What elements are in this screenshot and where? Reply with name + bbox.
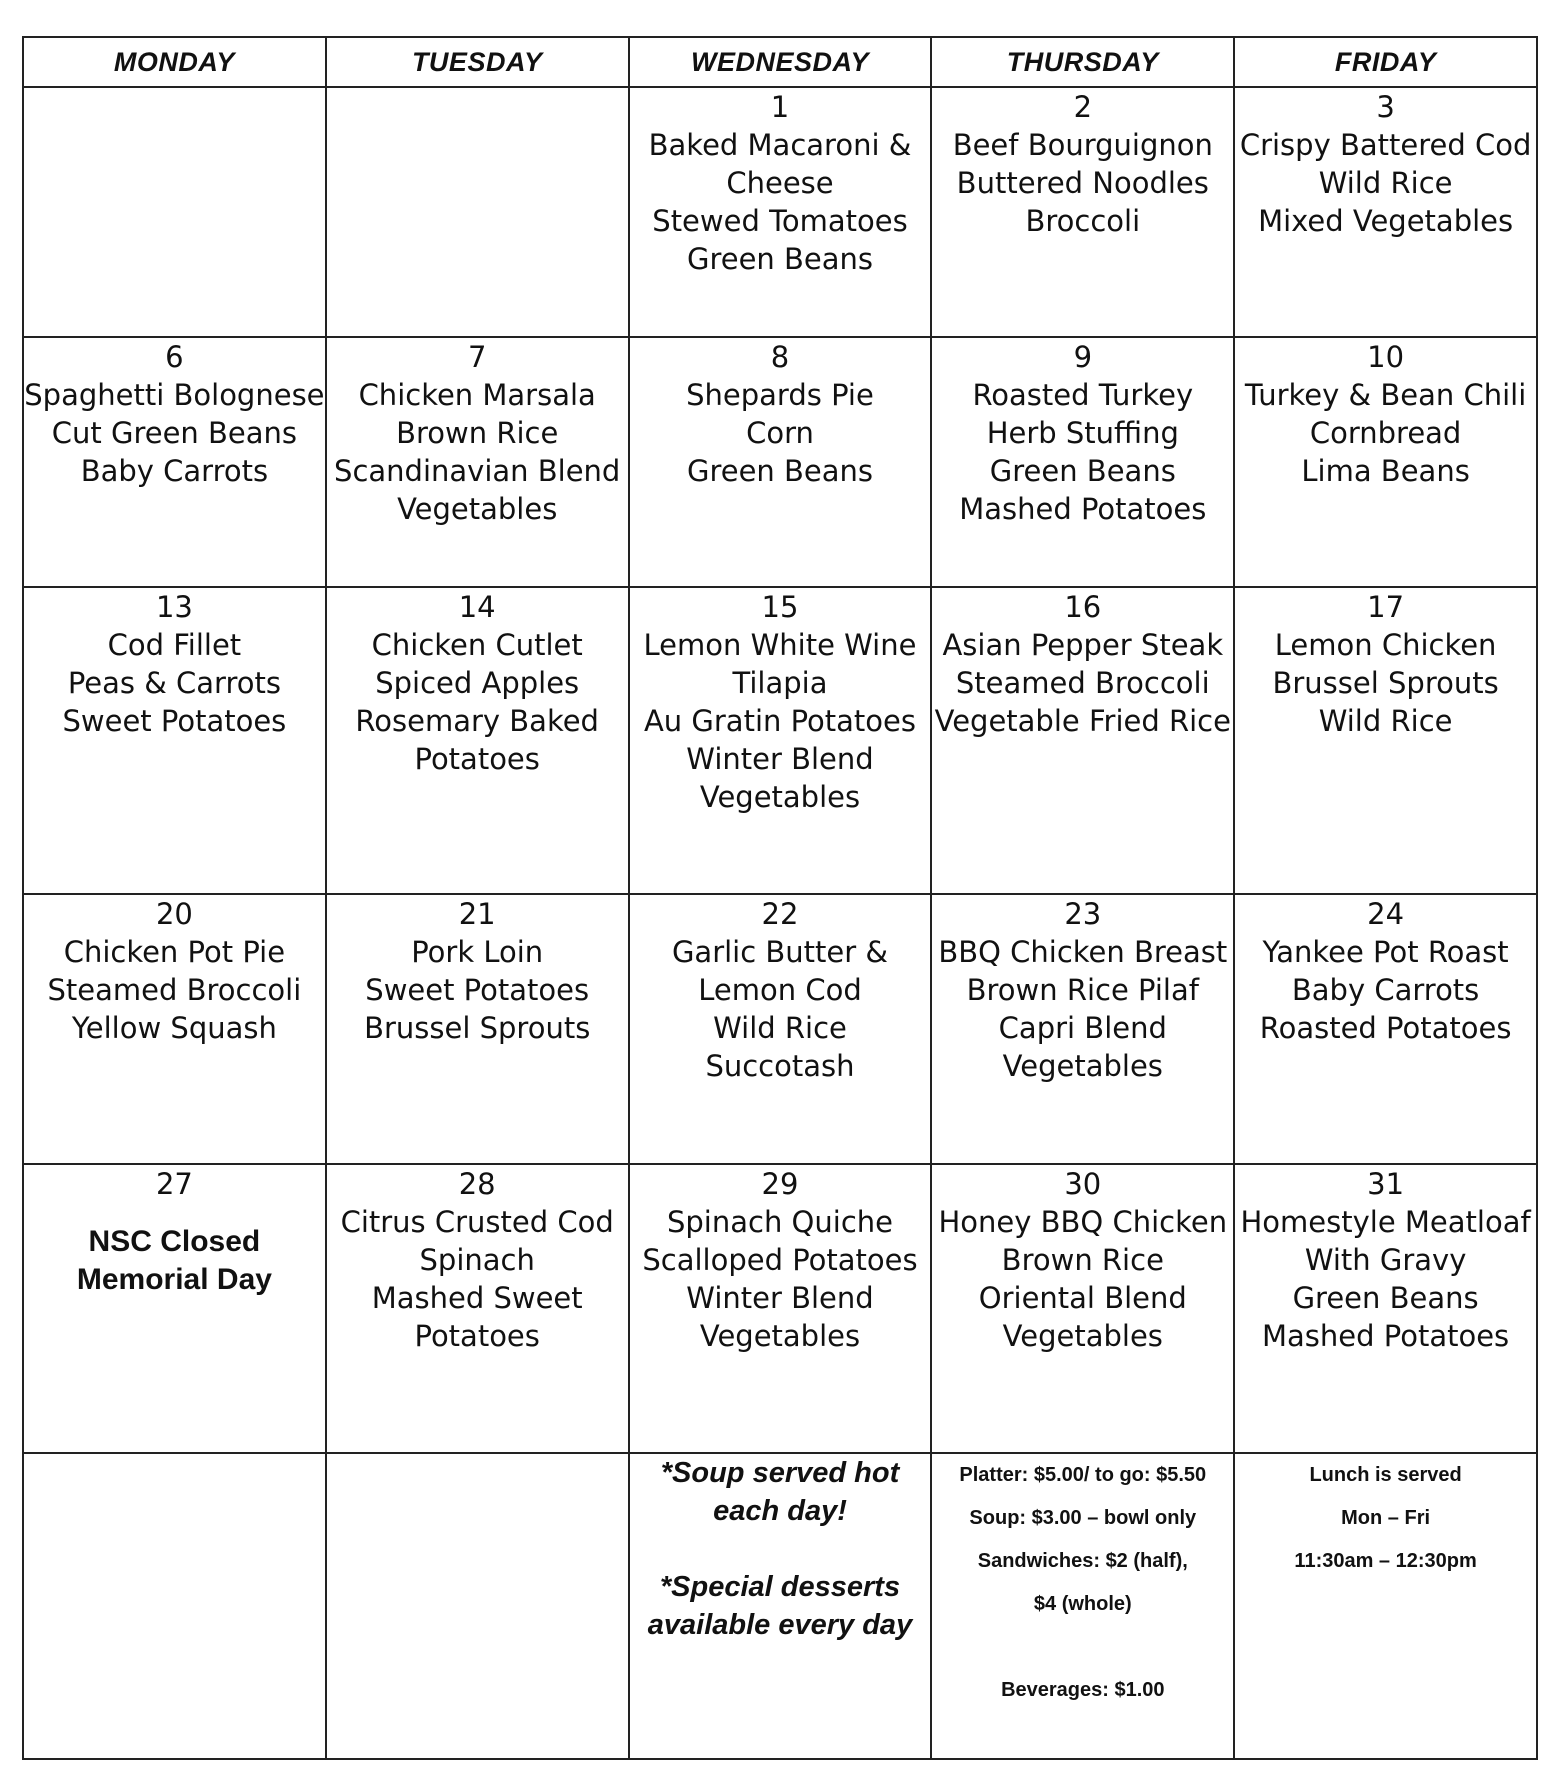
day-number: 31 bbox=[1367, 1167, 1405, 1201]
day-number: 13 bbox=[155, 590, 193, 624]
header-friday: FRIDAY bbox=[1234, 37, 1537, 87]
week-row-5 bbox=[23, 1164, 1537, 1453]
menu-item: Lemon Chicken bbox=[1274, 628, 1497, 662]
day-number: 16 bbox=[1064, 590, 1102, 624]
platter-price: Platter: $5.00/ to go: $5.50 bbox=[959, 1464, 1207, 1486]
day-cell-1 bbox=[629, 87, 932, 337]
day-number: 7 bbox=[467, 340, 487, 374]
soup-price: Soup: $3.00 – bowl only bbox=[969, 1507, 1197, 1529]
menu-item: Yellow Squash bbox=[71, 1011, 277, 1045]
menu-item: Buttered Noodles bbox=[956, 166, 1209, 200]
closed-notice-line: NSC Closed bbox=[88, 1225, 261, 1258]
day-cell-6 bbox=[23, 337, 326, 587]
soup-note-line: *Soup served hot bbox=[660, 1457, 900, 1489]
menu-item: Potatoes bbox=[414, 742, 540, 776]
menu-item: Potatoes bbox=[414, 1319, 540, 1353]
menu-item: Stewed Tomatoes bbox=[652, 204, 908, 238]
menu-item: Mixed Vegetables bbox=[1258, 204, 1514, 238]
menu-item: Winter Blend bbox=[686, 742, 874, 776]
sandwich-price: $4 (whole) bbox=[1033, 1593, 1132, 1615]
day-cell-2 bbox=[931, 87, 1234, 337]
menu-item: Tilapia bbox=[732, 666, 828, 700]
day-cell-17 bbox=[1234, 587, 1537, 894]
menu-item: Roasted Turkey bbox=[972, 378, 1194, 412]
lunch-menu-calendar bbox=[22, 36, 1538, 1760]
lunch-hours-cell bbox=[1234, 1453, 1537, 1759]
menu-item: Vegetables bbox=[699, 780, 861, 814]
day-cell-20 bbox=[23, 894, 326, 1164]
menu-item: Vegetables bbox=[1002, 1049, 1163, 1083]
menu-item: With Gravy bbox=[1304, 1243, 1467, 1277]
menu-item: Green Beans bbox=[989, 454, 1176, 488]
spacer bbox=[932, 1626, 1233, 1669]
menu-item: Mashed Potatoes bbox=[1262, 1319, 1510, 1353]
beverage-price: Beverages: $1.00 bbox=[1001, 1679, 1165, 1701]
day-cell-16 bbox=[931, 587, 1234, 894]
menu-item: Herb Stuffing bbox=[986, 416, 1179, 450]
menu-item: Vegetable Fried Rice bbox=[934, 704, 1231, 738]
header-wednesday: WEDNESDAY bbox=[629, 37, 932, 87]
day-cell-24 bbox=[1234, 894, 1537, 1164]
menu-item: Cod Fillet bbox=[107, 628, 242, 662]
menu-item: Brown Rice bbox=[396, 416, 559, 450]
closed-notice bbox=[24, 1223, 325, 1299]
menu-item: Chicken Pot Pie bbox=[63, 935, 286, 969]
menu-item: Capri Blend bbox=[998, 1011, 1167, 1045]
day-number: 15 bbox=[761, 590, 799, 624]
dessert-note-line: *Special desserts bbox=[659, 1571, 901, 1603]
day-cell-8 bbox=[629, 337, 932, 587]
day-number: 2 bbox=[1073, 90, 1093, 124]
day-number: 20 bbox=[155, 897, 193, 931]
menu-item: Honey BBQ Chicken bbox=[938, 1205, 1228, 1239]
menu-item: Green Beans bbox=[686, 242, 874, 276]
day-cell-7 bbox=[326, 337, 629, 587]
day-number: 30 bbox=[1064, 1167, 1102, 1201]
day-cell-31 bbox=[1234, 1164, 1537, 1453]
day-cell-10 bbox=[1234, 337, 1537, 587]
empty-day-cell bbox=[326, 87, 629, 337]
menu-item: Cut Green Beans bbox=[51, 416, 298, 450]
menu-item: Wild Rice bbox=[713, 1011, 847, 1045]
day-cell-30 bbox=[931, 1164, 1234, 1453]
menu-item: Winter Blend bbox=[686, 1281, 874, 1315]
menu-item: Roasted Potatoes bbox=[1259, 1011, 1512, 1045]
menu-item: Garlic Butter & bbox=[671, 935, 889, 969]
menu-item: Citrus Crusted Cod bbox=[340, 1205, 614, 1239]
menu-item: Spinach bbox=[419, 1243, 535, 1277]
day-number: 24 bbox=[1367, 897, 1405, 931]
menu-item: Green Beans bbox=[686, 454, 874, 488]
day-number: 6 bbox=[165, 340, 184, 374]
day-cell-9 bbox=[931, 337, 1234, 587]
menu-item: Steamed Broccoli bbox=[955, 666, 1210, 700]
day-number: 9 bbox=[1073, 340, 1093, 374]
spacer bbox=[630, 1530, 931, 1568]
menu-item: Chicken Cutlet bbox=[371, 628, 583, 662]
empty-day-cell bbox=[23, 87, 326, 337]
menu-item: Sweet Potatoes bbox=[365, 973, 590, 1007]
soup-note-line: each day! bbox=[713, 1495, 847, 1527]
menu-item: Rosemary Baked bbox=[355, 704, 599, 738]
menu-item: Corn bbox=[746, 416, 814, 450]
menu-item: Lemon White Wine bbox=[643, 628, 917, 662]
dessert-note-line: available every day bbox=[647, 1609, 913, 1641]
specials-note-cell bbox=[629, 1453, 932, 1759]
menu-item: Mashed Potatoes bbox=[959, 492, 1207, 526]
menu-item: BBQ Chicken Breast bbox=[938, 935, 1228, 969]
empty-info-cell bbox=[23, 1453, 326, 1759]
day-number: 10 bbox=[1367, 340, 1405, 374]
day-number: 22 bbox=[761, 897, 799, 931]
day-number: 29 bbox=[761, 1167, 799, 1201]
menu-item: Brown Rice Pilaf bbox=[966, 973, 1199, 1007]
day-cell-27 bbox=[23, 1164, 326, 1453]
day-number: 28 bbox=[458, 1167, 496, 1201]
day-cell-28 bbox=[326, 1164, 629, 1453]
day-cell-22 bbox=[629, 894, 932, 1164]
menu-item: Cheese bbox=[726, 166, 834, 200]
lunch-hours-line: 11:30am – 12:30pm bbox=[1294, 1550, 1477, 1572]
weekday-header-row bbox=[23, 37, 1537, 87]
day-cell-21 bbox=[326, 894, 629, 1164]
menu-item: Au Gratin Potatoes bbox=[643, 704, 916, 738]
header-thursday: THURSDAY bbox=[931, 37, 1234, 87]
day-number: 1 bbox=[770, 90, 790, 124]
menu-item: Mashed Sweet bbox=[371, 1281, 583, 1315]
menu-item: Vegetables bbox=[1002, 1319, 1163, 1353]
menu-item: Lemon Cod bbox=[698, 973, 862, 1007]
menu-item: Oriental Blend bbox=[978, 1281, 1187, 1315]
day-cell-14 bbox=[326, 587, 629, 894]
price-list-cell bbox=[931, 1453, 1234, 1759]
day-number: 8 bbox=[770, 340, 790, 374]
day-number: 23 bbox=[1064, 897, 1102, 931]
menu-item: Crispy Battered Cod bbox=[1239, 128, 1532, 162]
menu-item: Wild Rice bbox=[1318, 704, 1453, 738]
info-row bbox=[23, 1453, 1537, 1759]
sandwich-price: Sandwiches: $2 (half), bbox=[977, 1550, 1188, 1572]
menu-item: Vegetables bbox=[699, 1319, 861, 1353]
menu-item: Baked Macaroni & bbox=[648, 128, 912, 162]
day-number: 27 bbox=[155, 1167, 193, 1201]
menu-item: Turkey & Bean Chili bbox=[1244, 378, 1527, 412]
menu-item: Scandinavian Blend bbox=[334, 454, 621, 488]
menu-item: Baby Carrots bbox=[1291, 973, 1480, 1007]
menu-item: Baby Carrots bbox=[80, 454, 269, 488]
menu-item: Spiced Apples bbox=[375, 666, 580, 700]
menu-item: Brussel Sprouts bbox=[1272, 666, 1499, 700]
menu-item: Spinach Quiche bbox=[666, 1205, 893, 1239]
menu-item: Scalloped Potatoes bbox=[642, 1243, 918, 1277]
closed-notice-line: Memorial Day bbox=[76, 1263, 272, 1296]
day-number: 21 bbox=[458, 897, 496, 931]
menu-item: Shepards Pie bbox=[686, 378, 874, 412]
menu-item: Wild Rice bbox=[1318, 166, 1453, 200]
empty-info-cell bbox=[326, 1453, 629, 1759]
menu-item: Beef Bourguignon bbox=[952, 128, 1213, 162]
menu-item: Chicken Marsala bbox=[358, 378, 596, 412]
header-tuesday: TUESDAY bbox=[326, 37, 629, 87]
menu-item: Asian Pepper Steak bbox=[942, 628, 1224, 662]
menu-item: Yankee Pot Roast bbox=[1262, 935, 1509, 969]
header-monday: MONDAY bbox=[23, 37, 326, 87]
menu-item: Cornbread bbox=[1309, 416, 1462, 450]
day-cell-13 bbox=[23, 587, 326, 894]
menu-item: Peas & Carrots bbox=[67, 666, 281, 700]
day-number: 3 bbox=[1376, 90, 1395, 124]
menu-item: Lima Beans bbox=[1301, 454, 1470, 488]
menu-item: Spaghetti Bolognese bbox=[24, 378, 325, 412]
day-number: 14 bbox=[458, 590, 496, 624]
week-row-2 bbox=[23, 337, 1537, 587]
menu-item: Green Beans bbox=[1292, 1281, 1479, 1315]
menu-item: Sweet Potatoes bbox=[62, 704, 287, 738]
week-row-1 bbox=[23, 87, 1537, 337]
day-cell-29 bbox=[629, 1164, 932, 1453]
day-number: 17 bbox=[1367, 590, 1405, 624]
day-cell-3 bbox=[1234, 87, 1537, 337]
menu-item: Homestyle Meatloaf bbox=[1240, 1205, 1531, 1239]
lunch-hours-line: Mon – Fri bbox=[1341, 1507, 1431, 1529]
day-cell-23 bbox=[931, 894, 1234, 1164]
menu-item: Succotash bbox=[705, 1049, 855, 1083]
menu-item: Brown Rice bbox=[1001, 1243, 1164, 1277]
week-row-3 bbox=[23, 587, 1537, 894]
menu-item: Broccoli bbox=[1025, 204, 1141, 238]
day-cell-15 bbox=[629, 587, 932, 894]
lunch-hours-line: Lunch is served bbox=[1309, 1464, 1462, 1486]
menu-item: Vegetables bbox=[397, 492, 558, 526]
menu-item: Brussel Sprouts bbox=[364, 1011, 591, 1045]
menu-item: Pork Loin bbox=[411, 935, 544, 969]
menu-item: Steamed Broccoli bbox=[47, 973, 302, 1007]
week-row-4 bbox=[23, 894, 1537, 1164]
